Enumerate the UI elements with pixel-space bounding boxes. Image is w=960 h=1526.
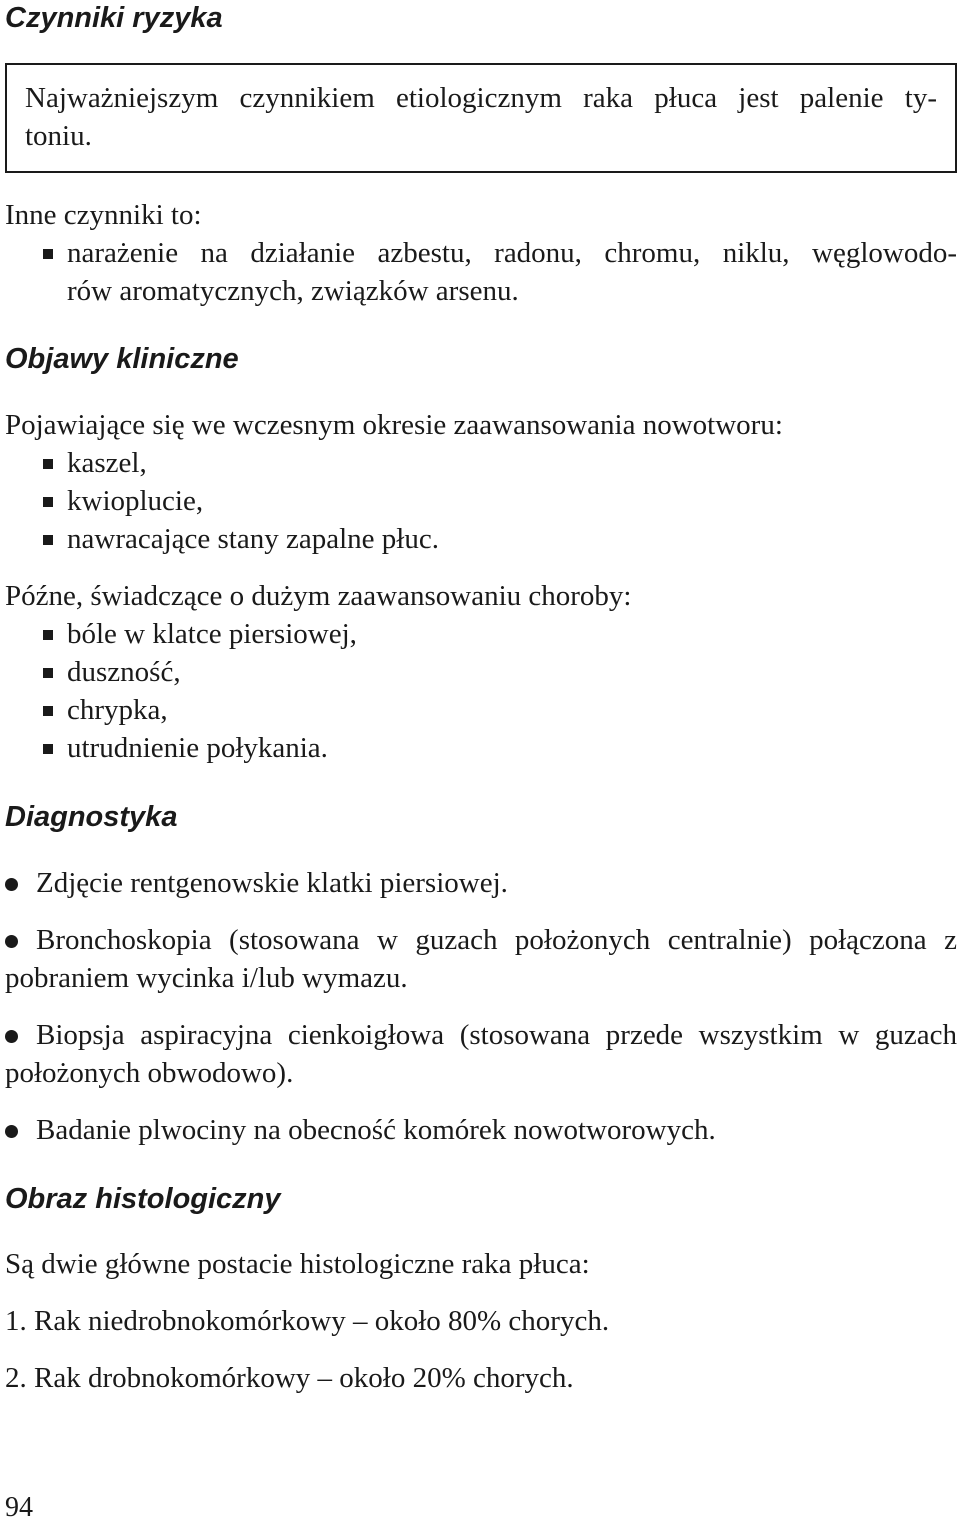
list-item-text: bóle w klatce piersiowej, [67, 618, 357, 650]
late-symptoms-list [5, 615, 357, 767]
diagnostic-item [5, 864, 957, 902]
diagnostic-item [5, 1111, 957, 1149]
late-symptoms-intro: Późne, świadczące o dużym zaawansowaniu choroby: [5, 580, 632, 612]
section-title-histology: Obraz histologiczny [5, 1183, 281, 1215]
list-item-text: duszność, [67, 656, 181, 688]
round-bullet-icon [5, 1125, 18, 1138]
early-symptoms-intro: Pojawiające się we wczesnym okresie zaawansowania nowotworu: [5, 409, 783, 441]
list-item-text: chrypka, [67, 694, 168, 726]
other-factors-intro: Inne czynniki to: [5, 199, 202, 231]
other-factors-list [5, 234, 957, 310]
diagnostic-item-text: Biopsja aspiracyjna cienkoigłowa (stosowana przede wszystkim w guzach położonych obwodowo). [5, 1019, 957, 1089]
square-bullet-icon [43, 706, 53, 716]
list-item [5, 615, 357, 653]
list-item [5, 691, 357, 729]
key-fact-line-1: Najważniejszym czynnikiem etiologicznym raka płuca jest palenie ty- [25, 82, 937, 114]
square-bullet-icon [43, 535, 53, 545]
list-item [5, 520, 439, 558]
square-bullet-icon [43, 459, 53, 469]
early-symptoms-list [5, 444, 439, 558]
list-item-text: nawracające stany zapalne płuc. [67, 523, 439, 555]
diagnostic-item [5, 1016, 957, 1092]
diagnostic-item-text: Bronchoskopia (stosowana w guzach położonych centralnie) połączona z pobraniem wycinka i/lub wymazu. [5, 924, 957, 994]
square-bullet-icon [43, 630, 53, 640]
square-bullet-icon [43, 668, 53, 678]
section-title-diagnostics: Diagnostyka [5, 801, 178, 833]
list-item-text: utrudnienie połykania. [67, 732, 328, 764]
list-item-text: kaszel, [67, 447, 147, 479]
section-title-symptoms: Objawy kliniczne [5, 343, 239, 375]
list-item-text: kwioplucie, [67, 485, 204, 517]
diagnostic-item [5, 921, 957, 997]
square-bullet-icon [43, 249, 53, 259]
list-item [5, 653, 357, 691]
list-item [5, 729, 357, 767]
section-title-risk-factors: Czynniki ryzyka [5, 2, 223, 34]
list-item-line-2: rów aromatycznych, związków arsenu. [67, 275, 519, 307]
histology-item: 1. Rak niedrobnokomórkowy – około 80% chorych. [5, 1305, 610, 1337]
square-bullet-icon [43, 497, 53, 507]
histology-intro: Są dwie główne postacie histologiczne raka płuca: [5, 1248, 590, 1280]
diagnostic-item-text: Zdjęcie rentgenowskie klatki piersiowej. [36, 867, 508, 899]
list-item [5, 482, 439, 520]
key-fact-box [5, 63, 957, 173]
round-bullet-icon [5, 1030, 18, 1043]
list-item [5, 234, 957, 310]
histology-item: 2. Rak drobnokomórkowy – około 20% chorych. [5, 1362, 574, 1394]
round-bullet-icon [5, 935, 18, 948]
list-item [5, 444, 439, 482]
square-bullet-icon [43, 744, 53, 754]
diagnostic-item-text: Badanie plwociny na obecność komórek nowotworowych. [36, 1114, 716, 1146]
key-fact-line-2: toniu. [25, 120, 92, 152]
round-bullet-icon [5, 878, 18, 891]
page-number: 94 [5, 1492, 33, 1523]
list-item-line-1: narażenie na działanie azbestu, radonu, chromu, niklu, węglowodo- [67, 237, 957, 269]
